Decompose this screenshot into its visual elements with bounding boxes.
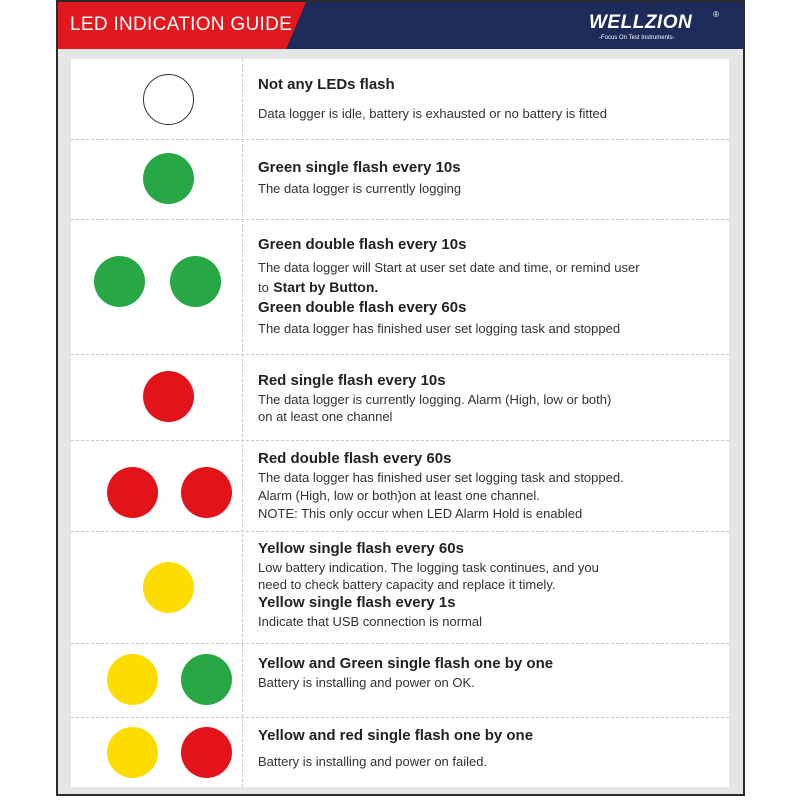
led-table [71, 59, 729, 787]
guide-frame [56, 0, 745, 796]
start-by-button-emphasis: Start by Button. [273, 279, 379, 295]
row-description-line: The data logger is currently logging. Alarm (High, low or both) [258, 392, 612, 407]
red-led-icon [143, 371, 194, 422]
led-row-green-single [71, 139, 729, 219]
guide-header [58, 2, 743, 49]
row-heading: Yellow and red single flash one by one [258, 727, 534, 744]
led-row-red-single [71, 354, 729, 440]
led-row-red-double [71, 440, 729, 531]
green-led-icon [143, 153, 194, 204]
led-row-no-flash [71, 59, 729, 139]
row-subheading: Green double flash every 60s [258, 299, 467, 316]
row-description-line: Low battery indication. The logging task continues, and you [258, 560, 599, 575]
row-heading: Yellow single flash every 60s [258, 540, 464, 557]
logo-tagline: -Focus On Test Instruments- [599, 35, 675, 41]
row-heading: Green double flash every 10s [258, 236, 467, 253]
logo-registered-mark: ® [713, 10, 719, 19]
row-description-line: on at least one channel [258, 409, 393, 424]
row-heading: Red double flash every 60s [258, 450, 452, 467]
yellow-led-icon [107, 727, 158, 778]
brand-logo [589, 12, 719, 44]
led-row-green-double [71, 219, 729, 354]
row-heading: Green single flash every 10s [258, 159, 461, 176]
row-description: Indicate that USB connection is normal [258, 614, 483, 629]
green-led-icon [94, 256, 145, 307]
green-led-icon [181, 654, 232, 705]
row-heading: Not any LEDs flash [258, 76, 395, 93]
led-row-yellow-green [71, 643, 729, 717]
row-description: Battery is installing and power on failed. [258, 754, 488, 769]
yellow-led-icon [107, 654, 158, 705]
red-led-icon [107, 467, 158, 518]
row-heading: Red single flash every 10s [258, 372, 446, 389]
row-heading: Yellow and Green single flash one by one [258, 655, 554, 672]
led-off-icon [143, 74, 194, 125]
logo-name: WELLZION [589, 12, 693, 33]
row-description-line: need to check battery capacity and replace it timely. [258, 577, 556, 592]
led-row-yellow-single [71, 531, 729, 643]
row-description-line: The data logger has finished user set logging task and stopped. [258, 470, 624, 485]
row-description: The data logger is currently logging [258, 181, 462, 196]
row-description-line [258, 279, 378, 297]
led-row-yellow-red [71, 717, 729, 787]
row-description: Battery is installing and power on OK. [258, 675, 475, 690]
red-led-icon [181, 467, 232, 518]
red-led-icon [181, 727, 232, 778]
green-led-icon [170, 256, 221, 307]
row-description-line: Alarm (High, low or both)on at least one channel. [258, 488, 540, 503]
row-note: NOTE: This only occur when LED Alarm Hold is enabled [258, 506, 583, 521]
row-description: The data logger has finished user set logging task and stopped [258, 321, 621, 336]
page-title: LED INDICATION GUIDE [70, 14, 293, 35]
row-description-line: The data logger will Start at user set date and time, or remind user [258, 260, 640, 275]
yellow-led-icon [143, 562, 194, 613]
row-subheading: Yellow single flash every 1s [258, 594, 456, 611]
row-description: Data logger is idle, battery is exhausted or no battery is fitted [258, 106, 608, 121]
row-description-fragment: to [258, 280, 269, 295]
